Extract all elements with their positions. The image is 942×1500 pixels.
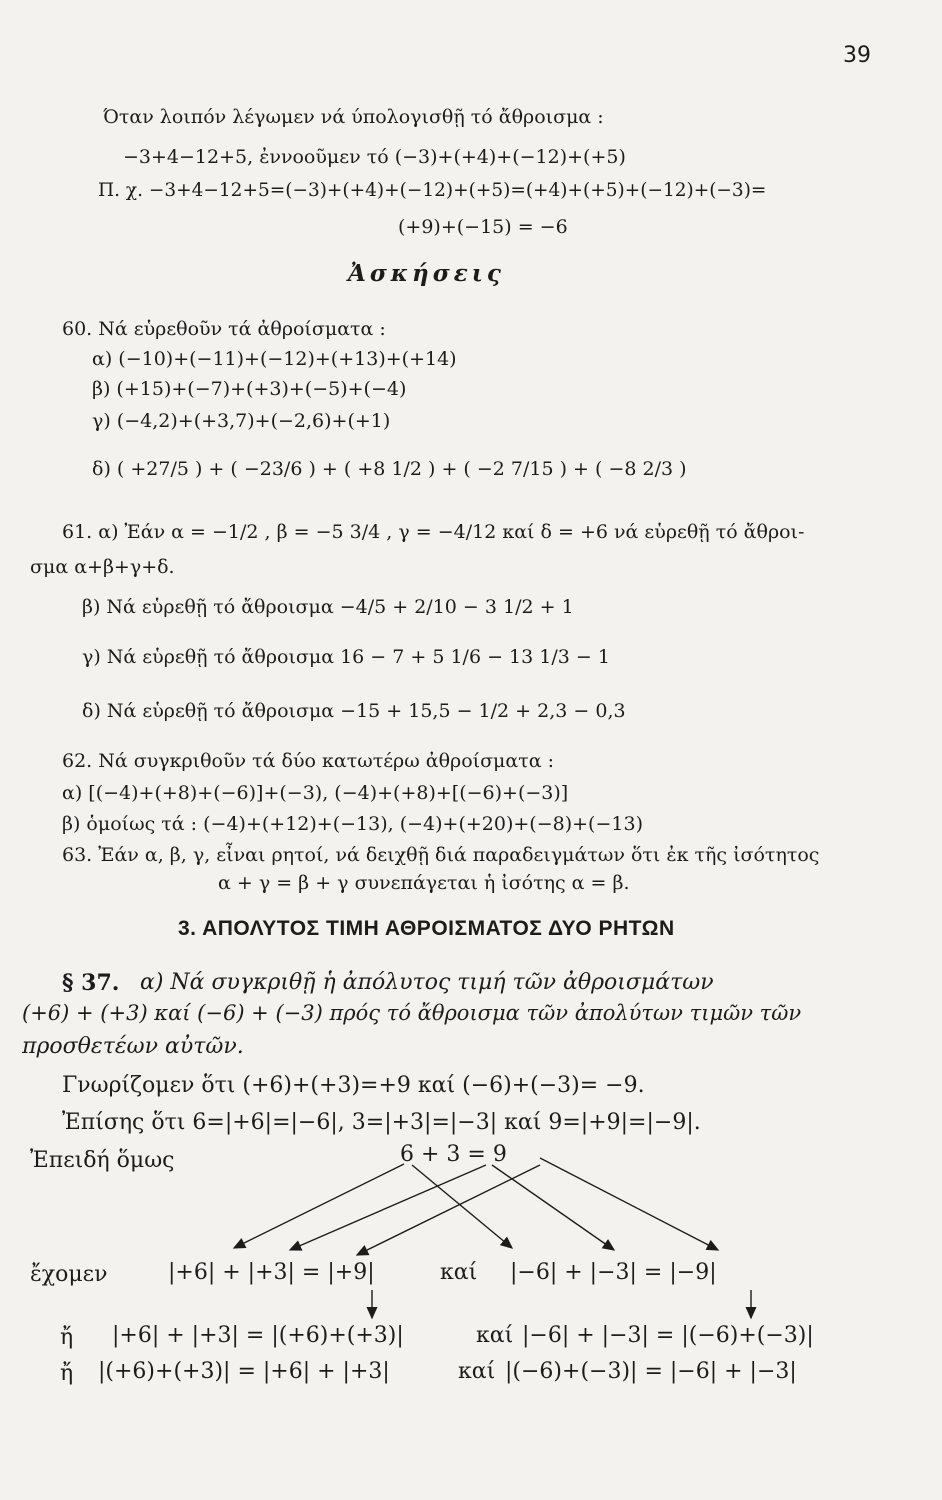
par37-line1: α) Νά συγκριθῇ ἡ ἀπόλυτος τιμή τῶν ἀθροισμάτων <box>140 970 714 995</box>
ex62-title: 62. Νά συγκριθοῦν τά δύο κατωτέρω ἀθροίσματα : <box>62 750 555 772</box>
arrow-9-to-left-9 <box>357 1165 540 1255</box>
arrow-6-to-right-6 <box>412 1165 512 1248</box>
intro-line-3: Π. χ. −3+4−12+5=(−3)+(+4)+(−12)+(+5)=(+4)+(+5)+(−12)+(−3)= <box>98 180 767 201</box>
par37-or1-label: ἤ <box>60 1325 74 1350</box>
ex61-b: β) Νά εὑρεθῇ τό ἄθροισμα −4/5 + 2/10 − 3 1/2 + 1 <box>82 596 574 618</box>
par37-or2-label: ἤ <box>60 1361 74 1386</box>
ex61-c: γ) Νά εὑρεθῇ τό ἄθροισμα 16 − 7 + 5 1/6 − 13 1/3 − 1 <box>82 646 610 668</box>
ex60-title: 60. Νά εὑρεθοῦν τά ἀθροίσματα : <box>62 318 386 340</box>
ex60-a: α) (−10)+(−11)+(−12)+(+13)+(+14) <box>92 348 457 370</box>
exercises-heading: Ἀσκήσεις <box>348 260 505 287</box>
par37-line3: προσθετέων αὐτῶν. <box>22 1034 244 1059</box>
arrow-9-to-right-9 <box>540 1158 718 1250</box>
par37-mark: § 37. <box>62 970 120 996</box>
ex60-b: β) (+15)+(−7)+(+3)+(−5)+(−4) <box>92 378 407 400</box>
par37-since-expr: 6 + 3 = 9 <box>400 1142 507 1167</box>
ex62-b: β) ὁμοίως τά : (−4)+(+12)+(−13), (−4)+(+20)+(−8)+(−13) <box>62 813 643 835</box>
ex60-c: γ) (−4,2)+(+3,7)+(−2,6)+(+1) <box>92 410 391 432</box>
par37-have-left: |+6| + |+3| = |+9| <box>168 1260 375 1285</box>
ex61-d: δ) Νά εὑρεθῇ τό ἄθροισμα −15 + 15,5 − 1/2 + 2,3 − 0,3 <box>82 700 626 722</box>
ex63-line1: 63. Ἐάν α, β, γ, εἶναι ρητοί, νά δειχθῇ διά παραδειγμάτων ὅτι ἐκ τῆς ἰσότητος <box>62 844 820 866</box>
page-number: 39 <box>843 43 871 68</box>
par37-or2-left: |(+6)+(+3)| = |+6| + |+3| <box>98 1359 390 1384</box>
par37-line2: (+6) + (+3) καί (−6) + (−3) πρός τό ἄθροισμα τῶν ἀπολύτων τιμῶν τῶν <box>22 1001 802 1025</box>
arrow-3-to-right-3 <box>492 1165 614 1250</box>
par37-or1-kai: καί <box>476 1323 514 1348</box>
par37-have-kai: καί <box>440 1260 478 1285</box>
par37-known1: Γνωρίζομεν ὅτι (+6)+(+3)=+9 καί (−6)+(−3)= −9. <box>62 1073 645 1098</box>
arrow-6-to-left-6 <box>234 1164 404 1248</box>
intro-line-4: (+9)+(−15) = −6 <box>398 216 568 238</box>
arrow-3-to-left-3 <box>290 1165 486 1250</box>
intro-line-2: −3+4−12+5, ἐννοοῦμεν τό (−3)+(+4)+(−12)+(+5) <box>123 146 626 168</box>
par37-or2-kai: καί <box>458 1359 496 1384</box>
par37-or1-right: |−6| + |−3| = |(−6)+(−3)| <box>522 1323 814 1348</box>
ex61-a-line2: σμα α+β+γ+δ. <box>30 556 175 578</box>
par37-known2: Ἐπίσης ὅτι 6=|+6|=|−6|, 3=|+3|=|−3| καί 9=|+9|=|−9|. <box>62 1110 701 1135</box>
ex60-d: δ) ( +27/5 ) + ( −23/6 ) + ( +8 1/2 ) + ( −2 7/15 ) + ( −8 2/3 ) <box>92 458 687 480</box>
section-title: 3. ΑΠΟΛΥΤΟΣ ΤΙΜΗ ΑΘΡΟΙΣΜΑΤΟΣ ΔΥΟ ΡΗΤΩΝ <box>178 917 675 940</box>
ex63-line2: α + γ = β + γ συνεπάγεται ἡ ἰσότης α = β. <box>218 872 630 894</box>
par37-have-right: |−6| + |−3| = |−9| <box>510 1260 717 1285</box>
par37-since-label: Ἐπειδή ὅμως <box>30 1148 175 1173</box>
par37-have-label: ἔχομεν <box>30 1262 108 1287</box>
par37-or2-right: |(−6)+(−3)| = |−6| + |−3| <box>505 1359 797 1384</box>
par37-or1-left: |+6| + |+3| = |(+6)+(+3)| <box>112 1323 404 1348</box>
ex62-a: α) [(−4)+(+8)+(−6)]+(−3), (−4)+(+8)+[(−6)+(−3)] <box>62 782 569 804</box>
intro-line-1: Όταν λοιπόν λέγωμεν νά ύπολογισθῇ τό ἄθροισμα : <box>103 106 604 128</box>
ex61-a-line1: 61. α) Ἐάν α = −1/2 , β = −5 3/4 , γ = −4/12 καί δ = +6 νά εὑρεθῇ τό ἄθροι- <box>62 521 805 543</box>
